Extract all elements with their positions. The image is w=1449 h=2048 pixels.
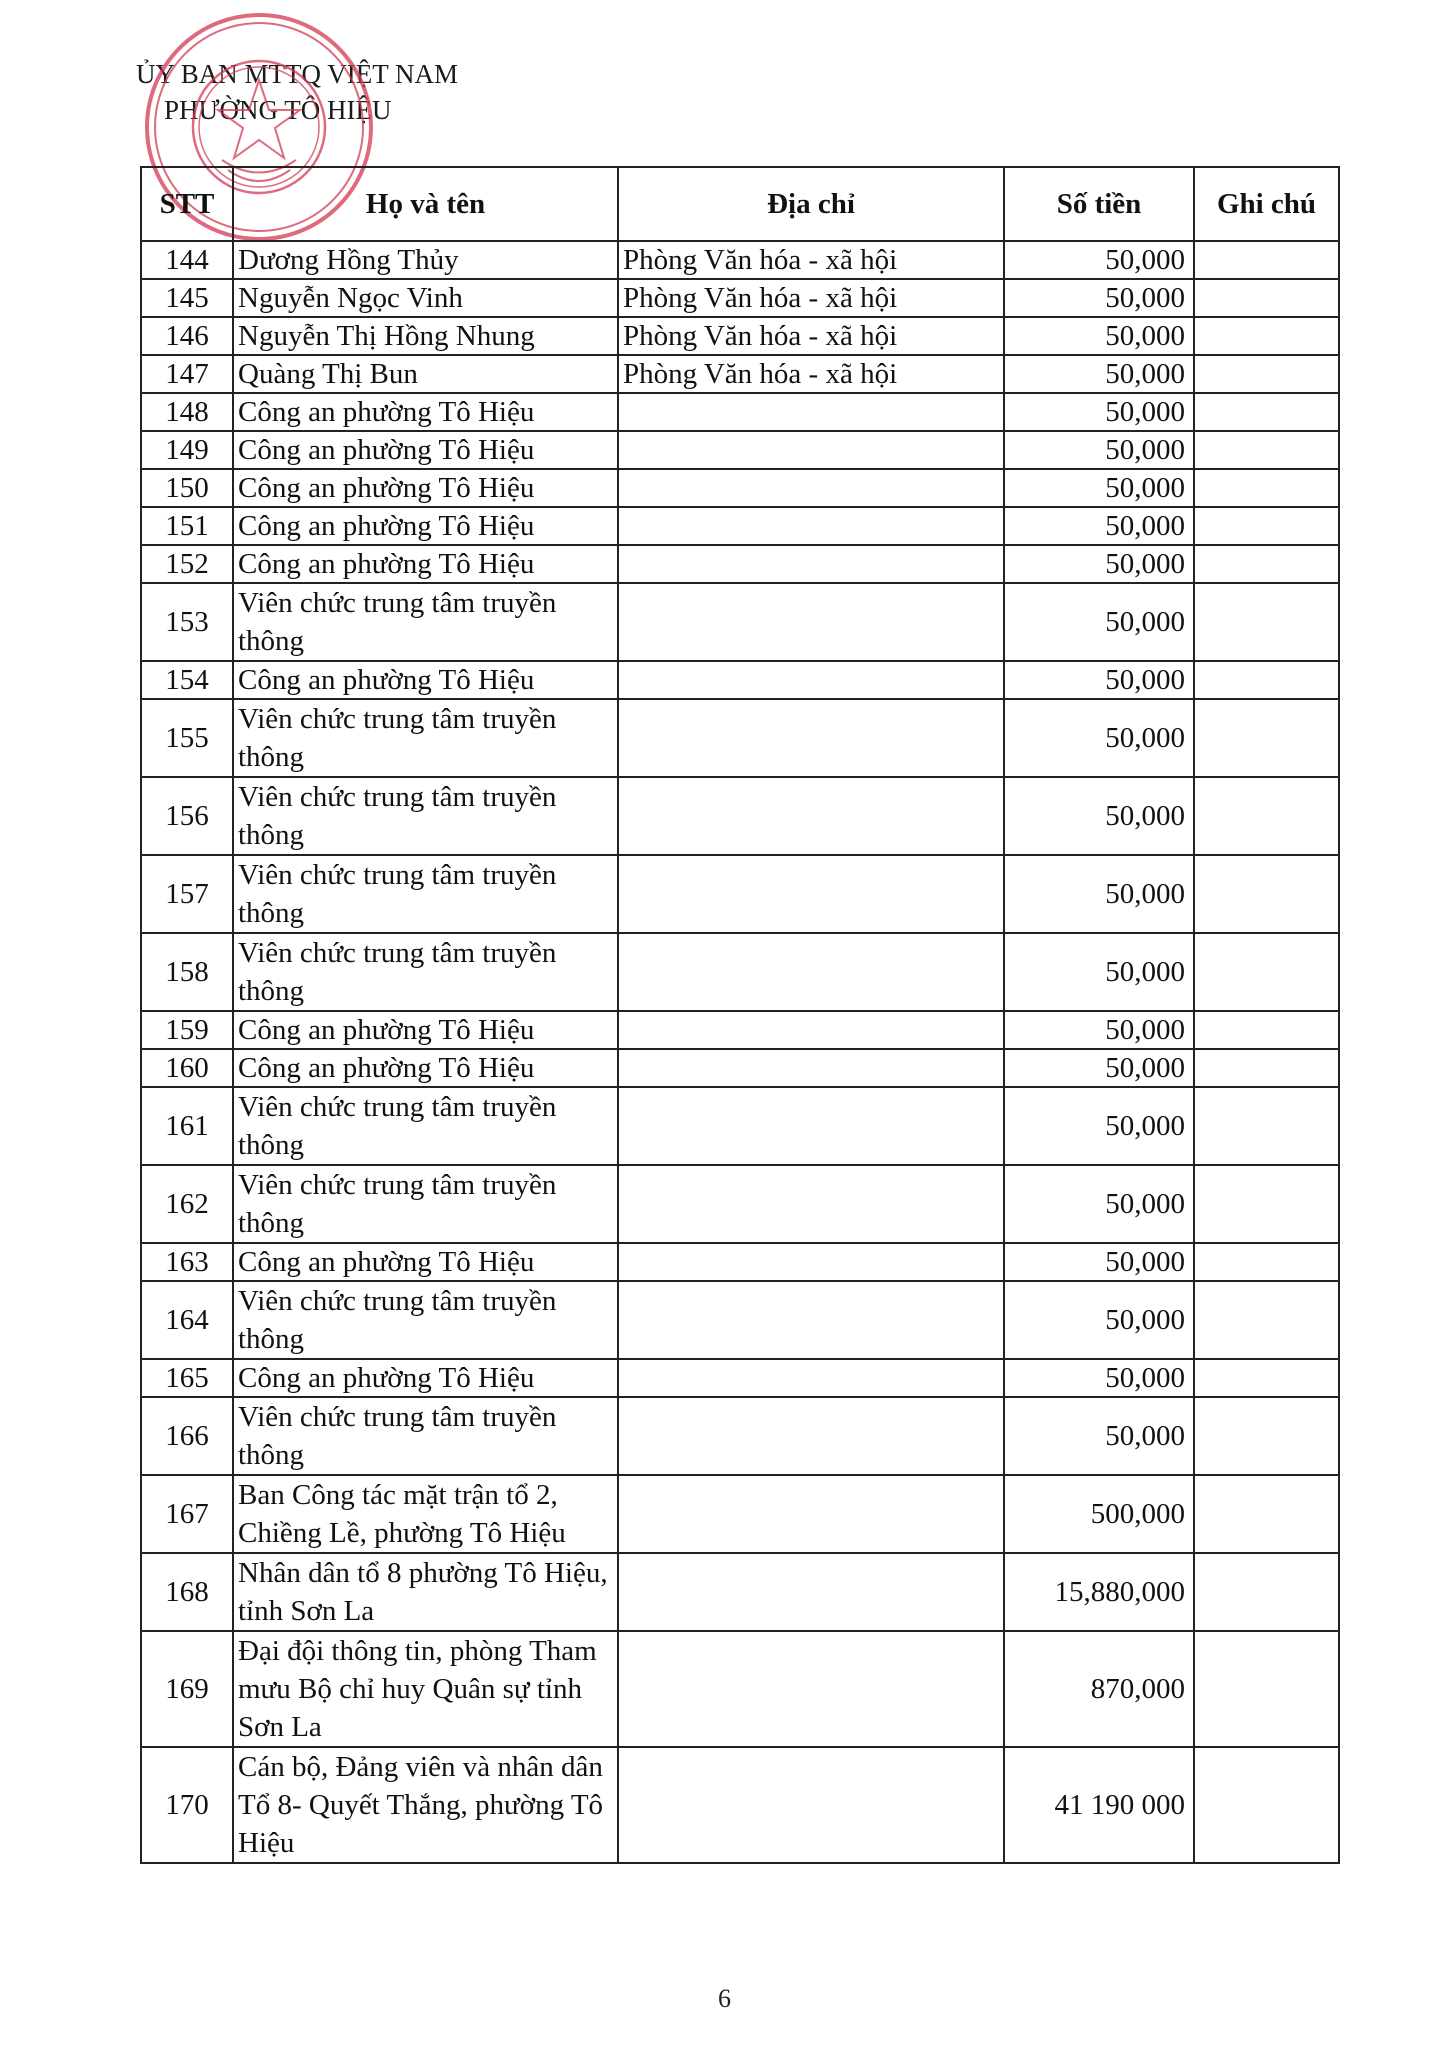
cell-address	[618, 431, 1004, 469]
cell-note	[1194, 241, 1339, 279]
table-row	[141, 1475, 1339, 1553]
cell-stt: 170	[141, 1747, 233, 1863]
cell-stt: 149	[141, 431, 233, 469]
cell-stt: 152	[141, 545, 233, 583]
cell-name: Công an phường Tô Hiệu	[233, 1359, 618, 1397]
cell-amount: 50,000	[1004, 661, 1194, 699]
cell-stt: 148	[141, 393, 233, 431]
cell-note	[1194, 1087, 1339, 1165]
cell-note	[1194, 1165, 1339, 1243]
cell-amount: 50,000	[1004, 933, 1194, 1011]
cell-note	[1194, 777, 1339, 855]
cell-amount: 50,000	[1004, 1243, 1194, 1281]
cell-stt: 154	[141, 661, 233, 699]
cell-name: Công an phường Tô Hiệu	[233, 1049, 618, 1087]
org-line-2: PHƯỜNG TÔ HIỆU	[164, 95, 392, 125]
table-row	[141, 1553, 1339, 1631]
cell-name: Viên chức trung tâm truyền thông	[233, 1397, 618, 1475]
cell-name: Viên chức trung tâm truyền thông	[233, 699, 618, 777]
cell-name: Nhân dân tổ 8 phường Tô Hiệu, tỉnh Sơn La	[233, 1553, 618, 1631]
table-row	[141, 855, 1339, 933]
cell-amount: 50,000	[1004, 507, 1194, 545]
column-header-amount: Số tiền	[1004, 167, 1194, 241]
table-row	[141, 431, 1339, 469]
table-row	[141, 1359, 1339, 1397]
cell-note	[1194, 1397, 1339, 1475]
cell-address	[618, 1475, 1004, 1553]
cell-amount: 50,000	[1004, 1049, 1194, 1087]
cell-note	[1194, 507, 1339, 545]
cell-stt: 168	[141, 1553, 233, 1631]
cell-amount: 50,000	[1004, 1011, 1194, 1049]
cell-name: Quàng Thị Bun	[233, 355, 618, 393]
cell-note	[1194, 1049, 1339, 1087]
cell-note	[1194, 855, 1339, 933]
cell-note	[1194, 1281, 1339, 1359]
column-header-note: Ghi chú	[1194, 167, 1339, 241]
cell-note	[1194, 1553, 1339, 1631]
table-row	[141, 241, 1339, 279]
cell-amount: 50,000	[1004, 583, 1194, 661]
cell-note	[1194, 1747, 1339, 1863]
org-line-1: ỦY BAN MTTQ VIỆT NAM	[136, 59, 458, 89]
cell-name: Nguyễn Thị Hồng Nhung	[233, 317, 618, 355]
cell-amount: 50,000	[1004, 1397, 1194, 1475]
cell-address	[618, 507, 1004, 545]
cell-name: Viên chức trung tâm truyền thông	[233, 1165, 618, 1243]
cell-name: Công an phường Tô Hiệu	[233, 431, 618, 469]
cell-stt: 157	[141, 855, 233, 933]
cell-stt: 145	[141, 279, 233, 317]
cell-name: Dương Hồng Thủy	[233, 241, 618, 279]
cell-amount: 50,000	[1004, 1281, 1194, 1359]
cell-note	[1194, 699, 1339, 777]
cell-address	[618, 545, 1004, 583]
cell-address: Phòng Văn hóa - xã hội	[618, 241, 1004, 279]
table-row	[141, 583, 1339, 661]
table-row	[141, 1011, 1339, 1049]
table-body	[141, 241, 1339, 1863]
cell-amount: 50,000	[1004, 355, 1194, 393]
table-row	[141, 1165, 1339, 1243]
cell-note	[1194, 933, 1339, 1011]
cell-name: Công an phường Tô Hiệu	[233, 1011, 618, 1049]
cell-note	[1194, 431, 1339, 469]
cell-address	[618, 1049, 1004, 1087]
cell-name: Viên chức trung tâm truyền thông	[233, 583, 618, 661]
cell-address	[618, 699, 1004, 777]
cell-name: Viên chức trung tâm truyền thông	[233, 855, 618, 933]
cell-name: Viên chức trung tâm truyền thông	[233, 1281, 618, 1359]
table-row	[141, 699, 1339, 777]
cell-stt: 155	[141, 699, 233, 777]
cell-address	[618, 777, 1004, 855]
cell-note	[1194, 545, 1339, 583]
cell-note	[1194, 317, 1339, 355]
cell-note	[1194, 469, 1339, 507]
table-row	[141, 1243, 1339, 1281]
table-row	[141, 393, 1339, 431]
cell-stt: 147	[141, 355, 233, 393]
cell-amount: 50,000	[1004, 241, 1194, 279]
table-row	[141, 777, 1339, 855]
table-row	[141, 469, 1339, 507]
cell-name: Ban Công tác mặt trận tổ 2, Chiềng Lề, phường Tô Hiệu	[233, 1475, 618, 1553]
cell-name: Cán bộ, Đảng viên và nhân dân Tổ 8- Quyết Thắng, phường Tô Hiệu	[233, 1747, 618, 1863]
cell-stt: 162	[141, 1165, 233, 1243]
cell-note	[1194, 1011, 1339, 1049]
cell-address	[618, 855, 1004, 933]
column-header-name: Họ và tên	[233, 167, 618, 241]
cell-stt: 151	[141, 507, 233, 545]
cell-address	[618, 1553, 1004, 1631]
cell-name: Đại đội thông tin, phòng Tham mưu Bộ chỉ huy Quân sự tỉnh Sơn La	[233, 1631, 618, 1747]
cell-address	[618, 1397, 1004, 1475]
cell-name: Viên chức trung tâm truyền thông	[233, 1087, 618, 1165]
cell-note	[1194, 393, 1339, 431]
cell-amount: 50,000	[1004, 393, 1194, 431]
cell-note	[1194, 1359, 1339, 1397]
table-row	[141, 355, 1339, 393]
table-row	[141, 1747, 1339, 1863]
cell-address	[618, 469, 1004, 507]
cell-stt: 161	[141, 1087, 233, 1165]
cell-amount: 41 190 000	[1004, 1747, 1194, 1863]
cell-amount: 50,000	[1004, 1087, 1194, 1165]
cell-stt: 160	[141, 1049, 233, 1087]
table-row	[141, 1281, 1339, 1359]
cell-stt: 159	[141, 1011, 233, 1049]
cell-amount: 500,000	[1004, 1475, 1194, 1553]
cell-address	[618, 661, 1004, 699]
cell-address	[618, 1281, 1004, 1359]
cell-address	[618, 1359, 1004, 1397]
cell-address: Phòng Văn hóa - xã hội	[618, 317, 1004, 355]
cell-amount: 50,000	[1004, 545, 1194, 583]
table-row	[141, 279, 1339, 317]
cell-amount: 50,000	[1004, 855, 1194, 933]
table-row	[141, 1049, 1339, 1087]
cell-note	[1194, 279, 1339, 317]
column-header-stt: STT	[141, 167, 233, 241]
cell-address	[618, 393, 1004, 431]
cell-note	[1194, 1631, 1339, 1747]
cell-name: Công an phường Tô Hiệu	[233, 661, 618, 699]
cell-stt: 163	[141, 1243, 233, 1281]
cell-note	[1194, 661, 1339, 699]
table-row	[141, 1087, 1339, 1165]
table-row	[141, 545, 1339, 583]
cell-name: Công an phường Tô Hiệu	[233, 393, 618, 431]
cell-stt: 164	[141, 1281, 233, 1359]
cell-stt: 153	[141, 583, 233, 661]
table-header-row	[141, 167, 1339, 241]
cell-address	[618, 1165, 1004, 1243]
cell-amount: 50,000	[1004, 279, 1194, 317]
cell-note	[1194, 1243, 1339, 1281]
cell-address: Phòng Văn hóa - xã hội	[618, 279, 1004, 317]
cell-name: Viên chức trung tâm truyền thông	[233, 933, 618, 1011]
cell-amount: 50,000	[1004, 777, 1194, 855]
cell-address	[618, 1011, 1004, 1049]
cell-note	[1194, 355, 1339, 393]
cell-amount: 50,000	[1004, 431, 1194, 469]
cell-amount: 50,000	[1004, 1359, 1194, 1397]
table-row	[141, 1631, 1339, 1747]
cell-amount: 50,000	[1004, 1165, 1194, 1243]
cell-amount: 50,000	[1004, 317, 1194, 355]
cell-address	[618, 1631, 1004, 1747]
cell-address	[618, 1087, 1004, 1165]
cell-address	[618, 1243, 1004, 1281]
cell-amount: 50,000	[1004, 699, 1194, 777]
cell-stt: 150	[141, 469, 233, 507]
cell-name: Công an phường Tô Hiệu	[233, 545, 618, 583]
cell-note	[1194, 1475, 1339, 1553]
table-row	[141, 507, 1339, 545]
cell-address	[618, 583, 1004, 661]
table-row	[141, 317, 1339, 355]
cell-stt: 166	[141, 1397, 233, 1475]
cell-address: Phòng Văn hóa - xã hội	[618, 355, 1004, 393]
cell-address	[618, 1747, 1004, 1863]
cell-stt: 165	[141, 1359, 233, 1397]
cell-stt: 158	[141, 933, 233, 1011]
cell-stt: 156	[141, 777, 233, 855]
page-number: 6	[718, 1984, 731, 2013]
contribution-table	[140, 166, 1340, 1864]
cell-stt: 169	[141, 1631, 233, 1747]
cell-name: Viên chức trung tâm truyền thông	[233, 777, 618, 855]
cell-amount: 15,880,000	[1004, 1553, 1194, 1631]
cell-name: Công an phường Tô Hiệu	[233, 469, 618, 507]
cell-amount: 50,000	[1004, 469, 1194, 507]
cell-stt: 146	[141, 317, 233, 355]
cell-stt: 144	[141, 241, 233, 279]
table-row	[141, 1397, 1339, 1475]
cell-name: Nguyễn Ngọc Vinh	[233, 279, 618, 317]
column-header-address: Địa chỉ	[618, 167, 1004, 241]
cell-address	[618, 933, 1004, 1011]
cell-note	[1194, 583, 1339, 661]
cell-name: Công an phường Tô Hiệu	[233, 1243, 618, 1281]
table-row	[141, 933, 1339, 1011]
cell-amount: 870,000	[1004, 1631, 1194, 1747]
table-row	[141, 661, 1339, 699]
cell-name: Công an phường Tô Hiệu	[233, 507, 618, 545]
cell-stt: 167	[141, 1475, 233, 1553]
